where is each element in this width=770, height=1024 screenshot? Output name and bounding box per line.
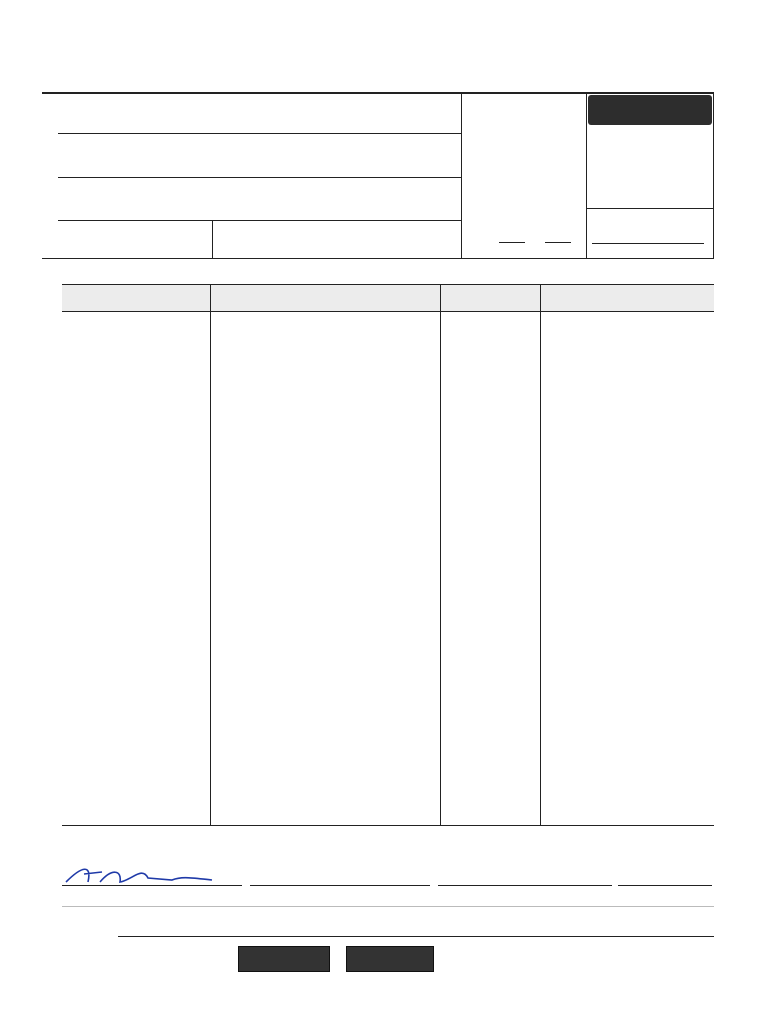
comment-field[interactable] [118,936,714,937]
print-button[interactable] [238,946,330,972]
appointments-table-header [62,284,714,312]
form-badge [588,95,712,125]
clear-button[interactable] [346,946,434,972]
